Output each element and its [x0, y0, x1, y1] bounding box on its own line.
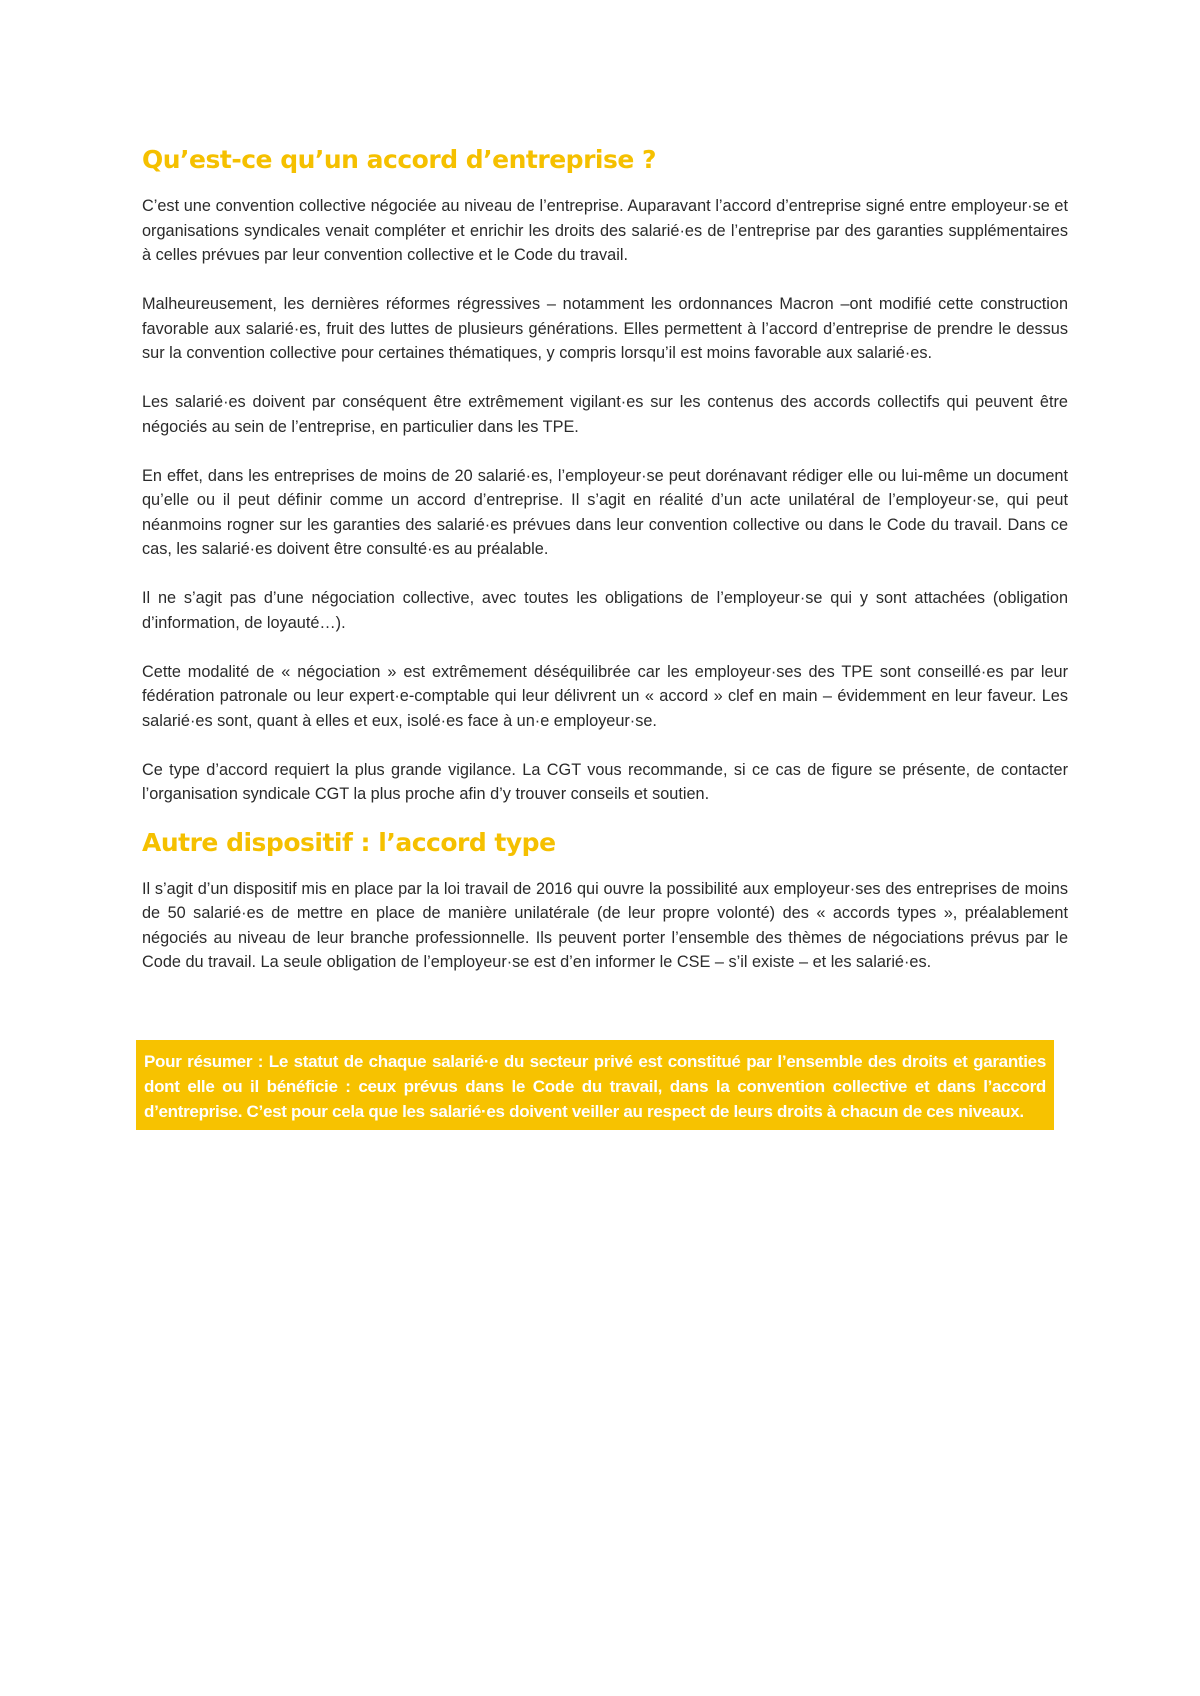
page-content	[142, 140, 1068, 975]
paragraph: Il ne s’agit pas d’une négociation collective, avec toutes les obligations de l’employeur·se qui y sont attachées (obligation d’information, de loyauté…).	[142, 589, 1068, 632]
summary-box	[136, 1040, 1054, 1130]
paragraph: En effet, dans les entreprises de moins de 20 salarié·es, l’employeur·se peut dorénavant rédiger elle ou lui-même un document qu’elle ou il peut définir comme un accord d’entreprise. Il s’agit en réalité d’un acte unilatéral de l’employeur·se, qui peut néanmoins rogner sur les garanties des salarié·es prévues dans leur convention collective ou dans le Code du travail. Dans ce cas, les salarié·es doivent être consulté·es au préalable.	[142, 466, 1068, 558]
summary-text: Pour résumer : Le statut de chaque salarié·e du secteur privé est constitué par l’ensemble des droits et garanties dont elle ou il bénéficie : ceux prévus dans le Code du travail, dans la convention collective et dans l’accord d’entreprise. C’est pour cela que les salarié·es doivent veiller au respect de leurs droits à chacun de ces niveaux.	[144, 1052, 1046, 1121]
section-title-accord-entreprise: Qu’est-ce qu’un accord d’entreprise ?	[142, 145, 657, 174]
paragraph: Cette modalité de « négociation » est extrêmement déséquilibrée car les employeur·ses des TPE sont conseillé·es par leur fédération patronale ou leur expert·e-comptable qui leur délivrent un « accord » clef en main – évidemment en leur faveur. Les salarié·es sont, quant à elles et eux, isolé·es face à un·e employeur·se.	[142, 662, 1068, 730]
paragraph: Il s’agit d’un dispositif mis en place par la loi travail de 2016 qui ouvre la possibilité aux employeur·ses des entreprises de moins de 50 salarié·es de mettre en place de manière unilatérale (de leur propre volonté) des « accords types », préalablement négociés au niveau de leur branche professionnelle. Ils peuvent porter l’ensemble des thèmes de négociations prévus par le Code du travail. La seule obligation de l’employeur·se est d’en informer le CSE – s’il existe – et les salarié·es.	[142, 879, 1068, 971]
paragraph: Les salarié·es doivent par conséquent être extrêmement vigilant·es sur les contenus des accords collectifs qui peuvent être négociés au sein de l’entreprise, en particulier dans les TPE.	[142, 393, 1068, 436]
section-title-accord-type: Autre dispositif : l’accord type	[142, 827, 556, 857]
paragraph: Malheureusement, les dernières réformes régressives – notamment les ordonnances Macron –ont modifié cette construction favorable aux salarié·es, fruit des luttes de plusieurs générations. Elles permettent à l’accord d’entreprise de prendre le dessus sur la convention collective pour certaines thématiques, y compris lorsqu’il est moins favorable aux salarié·es.	[142, 295, 1068, 362]
paragraph: Ce type d’accord requiert la plus grande vigilance. La CGT vous recommande, si ce cas de figure se présente, de contacter l’organisation syndicale CGT la plus proche afin d’y trouver conseils et soutien.	[142, 760, 1068, 803]
paragraph: C’est une convention collective négociée au niveau de l’entreprise. Auparavant l’accord d’entreprise signé entre employeur·se et organisations syndicales venait compléter et enrichir les droits des salarié·es de l’entreprise par des garanties supplémentaires à celles prévues par leur convention collective et le Code du travail.	[142, 197, 1068, 264]
